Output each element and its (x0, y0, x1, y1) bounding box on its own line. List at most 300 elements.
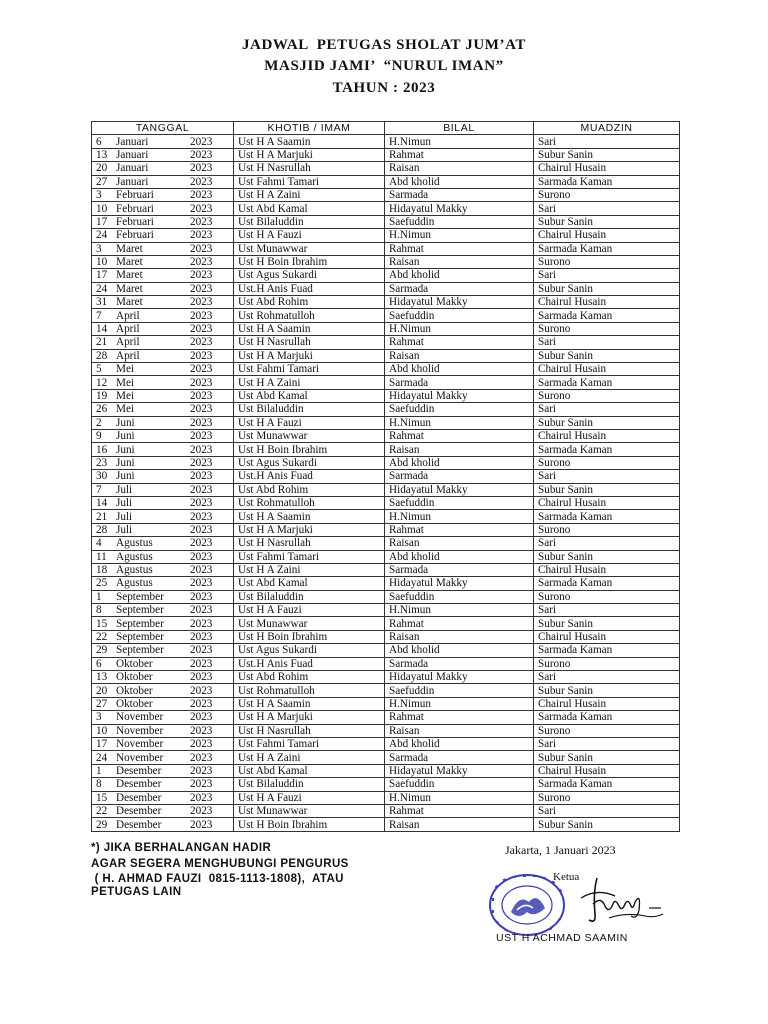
date-cell (92, 376, 234, 389)
date-day: 10 (96, 724, 108, 737)
bilal-cell: Raisan (385, 630, 534, 643)
date-month: Maret (116, 242, 143, 255)
date-day: 21 (96, 336, 108, 349)
table-row (92, 269, 680, 282)
date-cell (92, 470, 234, 483)
date-day: 12 (96, 376, 108, 389)
date-month: Agustus (116, 537, 153, 550)
date-year: 2023 (190, 510, 213, 523)
date-month: November (116, 751, 164, 764)
date-year: 2023 (190, 604, 213, 617)
place-date: Jakarta, 1 Januari 2023 (505, 843, 616, 857)
date-month: Juli (116, 497, 133, 510)
date-cell (92, 724, 234, 737)
date-year: 2023 (190, 631, 213, 644)
date-day: 29 (96, 818, 108, 831)
date-year: 2023 (190, 657, 213, 670)
date-month: November (116, 738, 164, 751)
date-day: 15 (96, 791, 108, 804)
date-day: 24 (96, 751, 108, 764)
khotib-cell: Ust H Nasrullah (234, 336, 385, 349)
bilal-cell: Abd kholid (385, 550, 534, 563)
date-cell (92, 242, 234, 255)
table-row (92, 202, 680, 215)
date-year: 2023 (190, 430, 213, 443)
table-row (92, 644, 680, 657)
bilal-cell: Raisan (385, 162, 534, 175)
date-day: 8 (96, 604, 102, 617)
date-year: 2023 (190, 189, 213, 202)
muadzin-cell: Subur Sanin (534, 751, 680, 764)
date-month: September (116, 617, 164, 630)
muadzin-cell: Sari (534, 537, 680, 550)
date-cell (92, 617, 234, 630)
date-day: 13 (96, 671, 108, 684)
table-row (92, 443, 680, 456)
muadzin-cell: Subur Sanin (534, 684, 680, 697)
date-month: Februari (116, 229, 154, 242)
bilal-cell: Hidayatul Makky (385, 389, 534, 402)
date-month: Juni (116, 443, 135, 456)
bilal-cell: Saefuddin (385, 590, 534, 603)
khotib-cell: Ust Fahmi Tamari (234, 737, 385, 750)
date-year: 2023 (190, 229, 213, 242)
khotib-cell: Ust Abd Rohim (234, 671, 385, 684)
date-cell (92, 443, 234, 456)
column-header-bilal: BILAL (385, 122, 534, 135)
date-cell (92, 577, 234, 590)
date-day: 14 (96, 497, 108, 510)
date-month: April (116, 309, 140, 322)
bilal-cell: Sarmada (385, 657, 534, 670)
khotib-cell: Ust Abd Kamal (234, 577, 385, 590)
date-day: 3 (96, 189, 102, 202)
khotib-cell: Ust H A Fauzi (234, 229, 385, 242)
bilal-cell: H.Nimun (385, 322, 534, 335)
table-row (92, 764, 680, 777)
table-row (92, 148, 680, 161)
table-row (92, 510, 680, 523)
muadzin-cell: Subur Sanin (534, 416, 680, 429)
date-day: 10 (96, 202, 108, 215)
date-day: 17 (96, 215, 108, 228)
date-cell (92, 416, 234, 429)
bilal-cell: Raisan (385, 818, 534, 831)
date-day: 7 (96, 483, 102, 496)
date-day: 20 (96, 684, 108, 697)
muadzin-cell: Subur Sanin (534, 215, 680, 228)
date-year: 2023 (190, 577, 213, 590)
bilal-cell: Abd kholid (385, 644, 534, 657)
bilal-cell: Rahmat (385, 711, 534, 724)
khotib-cell: Ust H Boin Ibrahim (234, 630, 385, 643)
date-year: 2023 (190, 711, 213, 724)
date-day: 31 (96, 296, 108, 309)
date-month: Desember (116, 791, 162, 804)
muadzin-cell: Sarmada Kaman (534, 175, 680, 188)
khotib-cell: Ust H A Zaini (234, 376, 385, 389)
muadzin-cell: Sari (534, 804, 680, 817)
date-year: 2023 (190, 403, 213, 416)
date-month: Juli (116, 523, 133, 536)
date-cell (92, 550, 234, 563)
muadzin-cell: Sari (534, 737, 680, 750)
date-month: Juni (116, 456, 135, 469)
bilal-cell: Sarmada (385, 563, 534, 576)
khotib-cell: Ust.H Anis Fuad (234, 470, 385, 483)
bilal-cell: H.Nimun (385, 791, 534, 804)
signer-name: UST H ACHMAD SAAMIN (496, 932, 628, 944)
khotib-cell: Ust H A Zaini (234, 563, 385, 576)
date-cell (92, 537, 234, 550)
muadzin-cell: Chairul Husain (534, 563, 680, 576)
date-cell (92, 282, 234, 295)
bilal-cell: Saefuddin (385, 309, 534, 322)
khotib-cell: Ust Fahmi Tamari (234, 175, 385, 188)
date-cell (92, 510, 234, 523)
date-month: Mei (116, 363, 135, 376)
table-row (92, 577, 680, 590)
bilal-cell: Rahmat (385, 617, 534, 630)
table-row (92, 818, 680, 831)
date-year: 2023 (190, 443, 213, 456)
date-day: 22 (96, 631, 108, 644)
date-month: Januari (116, 148, 149, 161)
date-month: November (116, 711, 164, 724)
date-cell (92, 403, 234, 416)
bilal-cell: Raisan (385, 349, 534, 362)
date-month: Juni (116, 470, 135, 483)
date-cell (92, 630, 234, 643)
date-year: 2023 (190, 162, 213, 175)
muadzin-cell: Sari (534, 269, 680, 282)
muadzin-cell: Chairul Husain (534, 296, 680, 309)
date-day: 17 (96, 269, 108, 282)
date-month: September (116, 604, 164, 617)
bilal-cell: Hidayatul Makky (385, 296, 534, 309)
date-cell (92, 148, 234, 161)
date-month: Februari (116, 202, 154, 215)
date-cell (92, 269, 234, 282)
date-year: 2023 (190, 724, 213, 737)
date-year: 2023 (190, 390, 213, 402)
table-row (92, 483, 680, 496)
muadzin-cell: Subur Sanin (534, 148, 680, 161)
table-row (92, 162, 680, 175)
muadzin-cell: Sarmada Kaman (534, 577, 680, 590)
schedule-table (91, 121, 680, 832)
muadzin-cell: Sarmada Kaman (534, 711, 680, 724)
bilal-cell: Hidayatul Makky (385, 671, 534, 684)
table-row (92, 255, 680, 268)
date-cell (92, 175, 234, 188)
date-year: 2023 (190, 470, 213, 483)
date-month: Maret (116, 282, 143, 295)
date-cell (92, 804, 234, 817)
date-month: Februari (116, 189, 154, 202)
date-month: Desember (116, 778, 162, 791)
khotib-cell: Ust H Nasrullah (234, 537, 385, 550)
date-day: 13 (96, 148, 108, 161)
muadzin-cell: Chairul Husain (534, 697, 680, 710)
date-cell (92, 296, 234, 309)
table-row (92, 737, 680, 750)
table-row (92, 657, 680, 670)
muadzin-cell: Sarmada Kaman (534, 778, 680, 791)
table-row (92, 496, 680, 509)
table-row (92, 309, 680, 322)
bilal-cell: Raisan (385, 724, 534, 737)
date-year: 2023 (190, 778, 213, 791)
column-header-khotib: KHOTIB / IMAM (234, 122, 385, 135)
note-line-2: AGAR SEGERA MENGHUBUNGI PENGURUS (91, 858, 349, 870)
khotib-cell: Ust Munawwar (234, 429, 385, 442)
date-day: 27 (96, 697, 108, 710)
date-year: 2023 (190, 644, 213, 657)
date-month: Desember (116, 805, 162, 818)
date-month: Oktober (116, 671, 153, 684)
bilal-cell: Raisan (385, 443, 534, 456)
date-cell (92, 389, 234, 402)
table-row (92, 470, 680, 483)
document-title-line-1: JADWAL PETUGAS SHOLAT JUM’AT (241, 37, 527, 53)
muadzin-cell: Surono (534, 657, 680, 670)
muadzin-cell: Sarmada Kaman (534, 309, 680, 322)
khotib-cell: Ust H A Saamin (234, 322, 385, 335)
table-row (92, 537, 680, 550)
date-month: April (116, 349, 140, 362)
date-year: 2023 (190, 242, 213, 255)
khotib-cell: Ust Abd Rohim (234, 483, 385, 496)
date-year: 2023 (190, 256, 213, 269)
khotib-cell: Ust H A Fauzi (234, 416, 385, 429)
date-year: 2023 (190, 215, 213, 228)
bilal-cell: Hidayatul Makky (385, 202, 534, 215)
bilal-cell: Saefuddin (385, 215, 534, 228)
table-row (92, 242, 680, 255)
date-day: 25 (96, 577, 108, 590)
bilal-cell: Saefuddin (385, 778, 534, 791)
khotib-cell: Ust H Boin Ibrahim (234, 818, 385, 831)
date-year: 2023 (190, 483, 213, 496)
bilal-cell: Raisan (385, 255, 534, 268)
table-row (92, 456, 680, 469)
muadzin-cell: Surono (534, 456, 680, 469)
bilal-cell: Abd kholid (385, 737, 534, 750)
bilal-cell: H.Nimun (385, 604, 534, 617)
date-year: 2023 (190, 269, 213, 282)
date-day: 9 (96, 430, 102, 443)
table-row (92, 523, 680, 536)
date-year: 2023 (190, 148, 213, 161)
date-month: April (116, 336, 140, 349)
khotib-cell: Ust H A Marjuki (234, 148, 385, 161)
bilal-cell: Saefuddin (385, 684, 534, 697)
table-row (92, 429, 680, 442)
note-line-3: ( H. AHMAD FAUZI 0815-1113-1808), ATAU (91, 873, 344, 885)
muadzin-cell: Chairul Husain (534, 496, 680, 509)
date-year: 2023 (190, 564, 213, 577)
table-row (92, 778, 680, 791)
khotib-cell: Ust Rohmatulloh (234, 309, 385, 322)
date-day: 28 (96, 523, 108, 536)
khotib-cell: Ust Munawwar (234, 617, 385, 630)
muadzin-cell: Surono (534, 255, 680, 268)
date-cell (92, 215, 234, 228)
muadzin-cell: Subur Sanin (534, 550, 680, 563)
date-year: 2023 (190, 309, 213, 322)
date-day: 6 (96, 135, 102, 148)
date-month: Maret (116, 269, 143, 282)
table-row (92, 604, 680, 617)
bilal-cell: Rahmat (385, 336, 534, 349)
khotib-cell: Ust Agus Sukardi (234, 456, 385, 469)
date-cell (92, 363, 234, 376)
muadzin-cell: Chairul Husain (534, 162, 680, 175)
bilal-cell: Sarmada (385, 470, 534, 483)
table-row (92, 403, 680, 416)
date-day: 17 (96, 738, 108, 751)
table-row (92, 791, 680, 804)
date-day: 8 (96, 778, 102, 791)
khotib-cell: Ust Bilaluddin (234, 403, 385, 416)
date-day: 27 (96, 175, 108, 188)
date-cell (92, 711, 234, 724)
muadzin-cell: Sari (534, 403, 680, 416)
table-row (92, 135, 680, 148)
bilal-cell: H.Nimun (385, 229, 534, 242)
date-year: 2023 (190, 751, 213, 764)
table-row (92, 630, 680, 643)
muadzin-cell: Surono (534, 523, 680, 536)
date-year: 2023 (190, 282, 213, 295)
date-year: 2023 (190, 537, 213, 550)
date-day: 15 (96, 617, 108, 630)
schedule-table-body (92, 135, 680, 831)
date-day: 10 (96, 256, 108, 269)
khotib-cell: Ust Abd Kamal (234, 389, 385, 402)
date-year: 2023 (190, 202, 213, 215)
date-year: 2023 (190, 697, 213, 710)
date-day: 3 (96, 711, 102, 724)
date-cell (92, 309, 234, 322)
table-row (92, 724, 680, 737)
bilal-cell: Abd kholid (385, 269, 534, 282)
bilal-cell: H.Nimun (385, 697, 534, 710)
date-cell (92, 162, 234, 175)
muadzin-cell: Chairul Husain (534, 363, 680, 376)
muadzin-cell: Subur Sanin (534, 617, 680, 630)
date-year: 2023 (190, 590, 213, 603)
muadzin-cell: Subur Sanin (534, 349, 680, 362)
muadzin-cell: Chairul Husain (534, 429, 680, 442)
date-day: 1 (96, 764, 102, 777)
column-header-tanggal: TANGGAL (92, 122, 234, 135)
date-day: 23 (96, 456, 108, 469)
khotib-cell: Ust Bilaluddin (234, 778, 385, 791)
bilal-cell: H.Nimun (385, 510, 534, 523)
table-header-row (92, 122, 680, 135)
date-year: 2023 (190, 135, 213, 148)
date-cell (92, 135, 234, 148)
date-day: 14 (96, 323, 108, 336)
date-cell (92, 336, 234, 349)
date-month: Juni (116, 430, 135, 443)
muadzin-cell: Chairul Husain (534, 630, 680, 643)
khotib-cell: Ust Agus Sukardi (234, 644, 385, 657)
date-month: September (116, 590, 164, 603)
table-row (92, 711, 680, 724)
bilal-cell: H.Nimun (385, 135, 534, 148)
date-month: Juli (116, 510, 133, 523)
muadzin-cell: Surono (534, 322, 680, 335)
date-year: 2023 (190, 738, 213, 751)
khotib-cell: Ust Fahmi Tamari (234, 363, 385, 376)
bilal-cell: Saefuddin (385, 496, 534, 509)
date-cell (92, 604, 234, 617)
muadzin-cell: Sari (534, 135, 680, 148)
date-year: 2023 (190, 456, 213, 469)
date-day: 6 (96, 657, 102, 670)
muadzin-cell: Sarmada Kaman (534, 644, 680, 657)
document-title-line-2: MASJID JAMI’ “NURUL IMAN” (264, 58, 504, 74)
muadzin-cell: Sari (534, 202, 680, 215)
date-cell (92, 697, 234, 710)
note-line-1: *) JIKA BERHALANGAN HADIR (91, 842, 272, 854)
table-row (92, 590, 680, 603)
date-year: 2023 (190, 323, 213, 336)
table-row (92, 751, 680, 764)
date-day: 22 (96, 805, 108, 818)
date-day: 24 (96, 282, 108, 295)
bilal-cell: Rahmat (385, 148, 534, 161)
date-cell (92, 590, 234, 603)
date-day: 20 (96, 162, 108, 175)
khotib-cell: Ust H A Saamin (234, 135, 385, 148)
date-year: 2023 (190, 684, 213, 697)
khotib-cell: Ust Fahmi Tamari (234, 550, 385, 563)
date-year: 2023 (190, 523, 213, 536)
date-month: Januari (116, 175, 149, 188)
date-month: Oktober (116, 697, 153, 710)
date-cell (92, 202, 234, 215)
khotib-cell: Ust H Nasrullah (234, 724, 385, 737)
muadzin-cell: Surono (534, 389, 680, 402)
muadzin-cell: Subur Sanin (534, 818, 680, 831)
table-row (92, 563, 680, 576)
date-month: Mei (116, 403, 135, 416)
date-month: Desember (116, 764, 162, 777)
bilal-cell: Hidayatul Makky (385, 764, 534, 777)
table-row (92, 416, 680, 429)
khotib-cell: Ust Agus Sukardi (234, 269, 385, 282)
date-year: 2023 (190, 175, 213, 188)
table-row (92, 617, 680, 630)
muadzin-cell: Sarmada Kaman (534, 242, 680, 255)
table-row (92, 175, 680, 188)
date-month: September (116, 644, 164, 657)
bilal-cell: Rahmat (385, 242, 534, 255)
date-cell (92, 229, 234, 242)
date-year: 2023 (190, 818, 213, 831)
khotib-cell: Ust H A Zaini (234, 188, 385, 201)
date-cell (92, 429, 234, 442)
muadzin-cell: Subur Sanin (534, 483, 680, 496)
date-day: 3 (96, 242, 102, 255)
table-row (92, 282, 680, 295)
date-month: Januari (116, 162, 149, 175)
table-row (92, 188, 680, 201)
